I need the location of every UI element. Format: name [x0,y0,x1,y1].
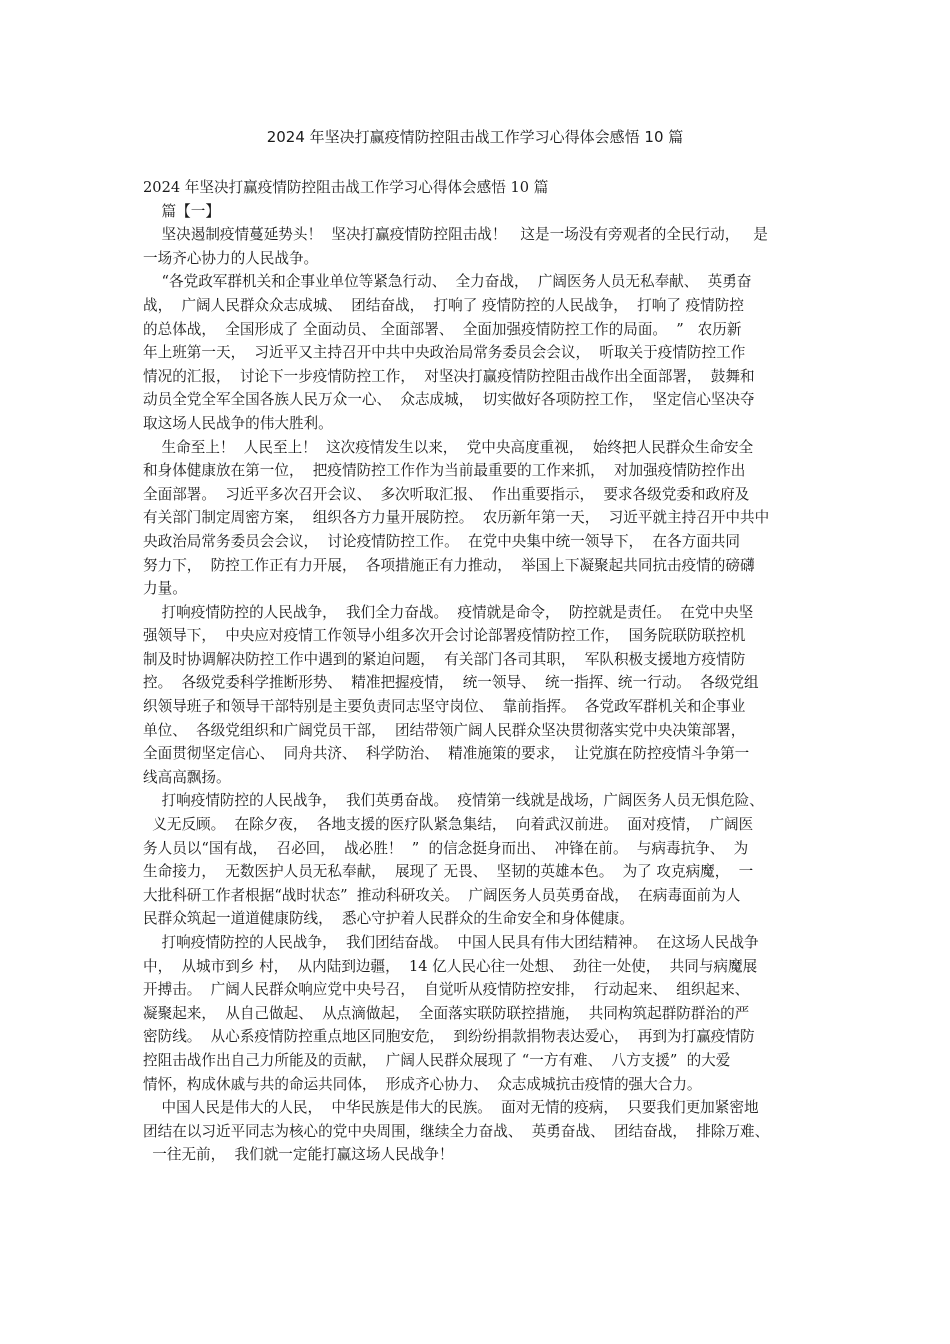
body-line: 全面贯彻坚定信心、 同舟共济、 科学防治、 精准施策的要求， 让党旗在防控疫情斗争第一 [143,745,750,763]
body-line: 强领导下， 中央应对疫情工作领导小组多次开会讨论部署疫情防控工作， 国务院联防联控机 [143,627,746,645]
body-line: 央政治局常务委员会会议， 讨论疫情防控工作。 在党中央集中统一领导下， 在各方面共同 [143,532,740,550]
body-line: 凝聚起来， 从自己做起、 从点滴做起， 全面落实联防联控措施， 共同构筑起群防群治的严 [143,1004,750,1022]
body-line: 有关部门制定周密方案， 组织各方力量开展防控。 农历新年第一天， 习近平就主持召开中共中 [143,509,770,527]
body-line: 制及时协调解决防控工作中遇到的紧迫问题， 有关部门各司其职， 军队积极支援地方疫情防 [143,650,746,668]
body-line: 义无反顾。 在除夕夜， 各地支援的医疗队紧急集结， 向着武汉前进。 面对疫情， 广阔医 [143,816,754,834]
body-line: 和身体健康放在第一位， 把疫情防控工作作为当前最重要的工作来抓， 对加强疫情防控作出 [143,462,746,480]
body-line: 战， 广阔人民群众众志成城、 团结奋战， 打响了 疫情防控的人民战争， 打响了 疫情防控 [143,296,744,314]
body-line: 一场齐心协力的人民战争。 [143,249,319,267]
body-line: 民群众筑起一道道健康防线， 悉心守护着人民群众的生命安全和身体健康。 [143,910,634,928]
body-line: 2024 年坚决打赢疫情防控阻击战工作学习心得体会感悟 10 篇 [143,179,549,196]
body-line: 打响疫情防控的人民战争， 我们团结奋战。 中国人民具有伟大团结精神。 在这场人民战争 [143,934,759,951]
body-line: 中国人民是伟大的人民， 中华民族是伟大的民族。 面对无情的疫病， 只要我们更加紧密地 [143,1099,759,1117]
document-title: 2024 年坚决打赢疫情防控阻击战工作学习心得体会感悟 10 篇 [266,128,684,146]
body-line: 务人员以“国有战， 召必回， 战必胜！ ” 的信念挺身而出、 冲锋在前。 与病毒抗争、 为 [143,839,749,857]
body-line: 打响疫情防控的人民战争， 我们英勇奋战。 疫情第一线就是战场，广阔医务人员无惧危险、 [143,792,764,810]
body-line: 单位、 各级党组织和广阔党员干部， 团结带领广阔人民群众坚决贯彻落实党中央决策部署， [143,721,746,739]
body-line: 大批科研工作者根据“战时状态” 推动科研攻关。 广阔医务人员英勇奋战， 在病毒面前为人 [143,886,741,904]
body-line: 一往无前， 我们就一定能打赢这场人民战争！ [143,1146,454,1164]
document-body [143,176,813,1167]
body-line: 年上班第一天， 习近平又主持召开中共中央政治局常务委员会会议， 听取关于疫情防控工作 [143,344,746,362]
body-line: 的总体战， 全国形成了 全面动员、 全面部署、 全面加强疫情防控工作的局面。 ” 农历新 [143,320,742,338]
body-line: 坚决遏制疫情蔓延势头！ 坚决打赢疫情防控阻击战！ 这是一场没有旁观者的全民行动， 是 [143,226,768,244]
body-line: 密防线。 从心系疫情防控重点地区同胞安危， 到纷纷捐款捐物表达爱心， 再到为打赢疫情防 [143,1028,755,1046]
body-line: 努力下， 防控工作正有力开展， 各项措施正有力推动， 举国上下凝聚起共同抗击疫情的磅礴 [143,556,755,574]
body-line: 团结在以习近平同志为核心的党中央周围，继续全力奋战、 英勇奋战、 团结奋战， 排除万难、 [143,1122,770,1140]
body-line: 线高高飘扬。 [143,768,231,786]
body-line: 织领导班子和领导干部特别是主要负责同志坚守岗位、 靠前指挥。 各党政军群机关和企事业 [143,698,746,716]
body-line: 全面部署。 习近平多次召开会议、 多次听取汇报、 作出重要指示， 要求各级党委和政府及 [143,485,750,503]
body-line: 动员全党全军全国各族人民万众一心、 众志成城， 切实做好各项防控工作， 坚定信心坚决夺 [143,391,755,409]
body-line: 篇【一】 [143,202,220,220]
body-line: 控。 各级党委科学推断形势、 精准把握疫情， 统一领导、 统一指挥、统一行动。 各级党组 [143,674,759,692]
body-line: 开搏击。 广阔人民群众响应党中央号召， 自觉听从疫情防控安排， 行动起来、 组织起来、 [143,981,750,999]
body-line: 情怀，构成休戚与共的命运共同体， 形成齐心协力、 众志成城抗击疫情的强大合力。 [143,1075,702,1093]
body-line: 生命至上！ 人民至上！ 这次疫情发生以来， 党中央高度重视， 始终把人民群众生命安全 [143,438,754,456]
body-line: 取这场人民战争的伟大胜利。 [143,414,333,432]
body-line: 生命接力， 无数医护人员无私奉献， 展现了 无畏、 坚韧的英雄本色。 为了 攻克病魔， 一 [143,863,754,881]
body-line: 情况的汇报， 讨论下一步疫情防控工作， 对坚决打赢疫情防控阻击战作出全面部署， 鼓舞和 [143,367,755,385]
body-line: 打响疫情防控的人民战争， 我们全力奋战。 疫情就是命令， 防控就是责任。 在党中央坚 [143,603,754,621]
body-line: 力量。 [143,580,187,598]
body-line: “各党政军群机关和企事业单位等紧急行动、 全力奋战， 广阔医务人员无私奉献、 英勇奋 [143,273,752,291]
body-line: 中， 从城市到乡 村， 从内陆到边疆， 14 亿人民心往一处想、 劲往一处使， 共同与病魔展 [143,957,758,975]
body-line: 控阻击战作出自己力所能及的贡献， 广阔人民群众展现了 “一方有难、 八方支援” 的大爱 [143,1051,731,1069]
